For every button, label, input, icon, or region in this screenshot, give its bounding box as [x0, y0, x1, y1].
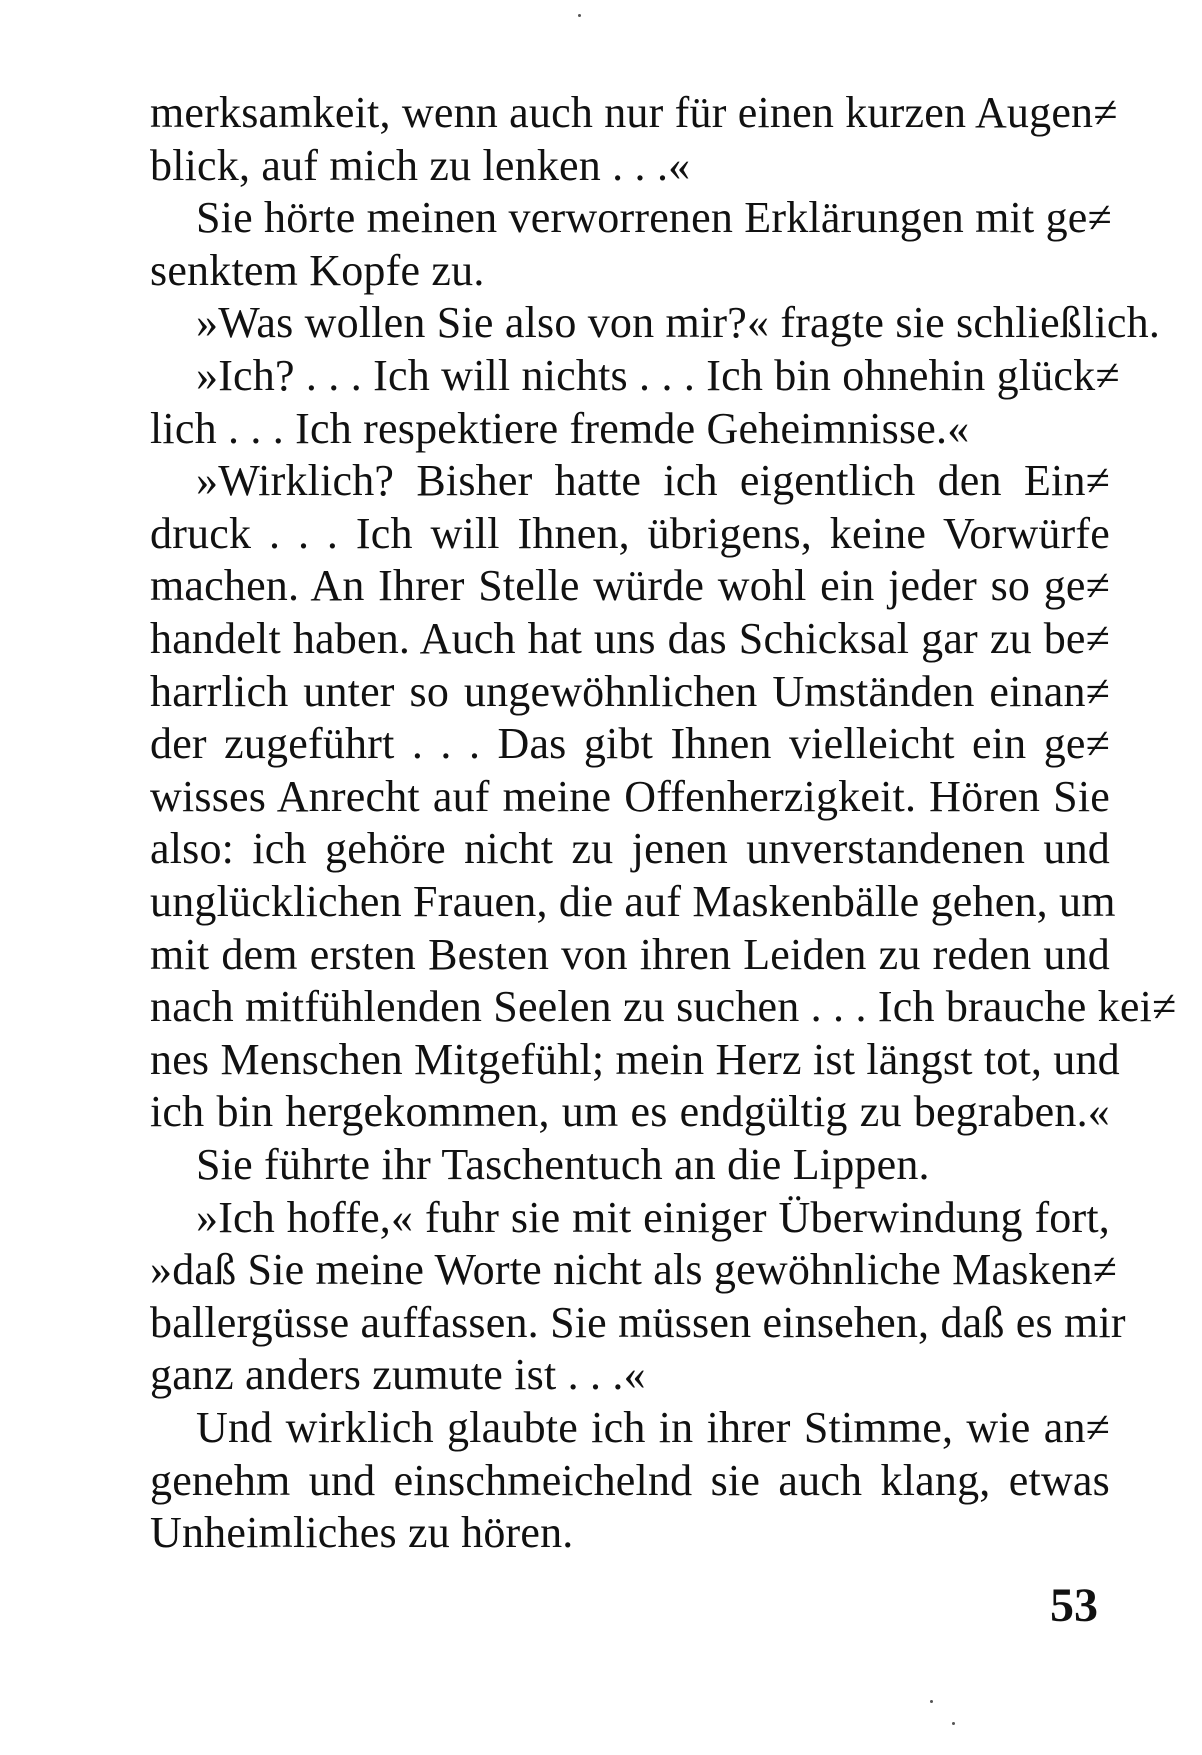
text-line: harrlich unter so ungewöhnlichen Umständen einan≠: [150, 667, 1110, 716]
paper-speck: [578, 14, 581, 17]
text-line: ganz anders zumute ist . . .«: [150, 1350, 646, 1399]
text-line: druck . . . Ich will Ihnen, übrigens, keine Vorwürfe: [150, 509, 1110, 558]
text-line: also: ich gehöre nicht zu jenen unverstandenen und: [150, 824, 1110, 873]
text-line: »Ich? . . . Ich will nichts . . . Ich bin ohnehin glück≠: [196, 351, 1120, 400]
paper-speck: [952, 1722, 955, 1725]
text-line: nes Menschen Mitgefühl; mein Herz ist längst tot, und: [150, 1035, 1120, 1084]
text-line: »Ich hoffe,« fuhr sie mit einiger Überwindung fort,: [196, 1193, 1110, 1242]
text-line: lich . . . Ich respektiere fremde Geheimnisse.«: [150, 404, 970, 453]
text-line: Sie hörte meinen verworrenen Erklärungen mit ge≠: [196, 193, 1112, 242]
page-number: 53: [1050, 1579, 1098, 1632]
paper-speck: [930, 1700, 933, 1703]
text-line: nach mitfühlenden Seelen zu suchen . . . Ich brauche kei≠: [150, 982, 1177, 1031]
text-line: machen. An Ihrer Stelle würde wohl ein jeder so ge≠: [150, 561, 1110, 610]
text-line: Und wirklich glaubte ich in ihrer Stimme, wie an≠: [196, 1403, 1110, 1452]
text-line: merksamkeit, wenn auch nur für einen kurzen Augen≠: [150, 88, 1118, 137]
text-line: blick, auf mich zu lenken . . .«: [150, 141, 691, 190]
text-line: ich bin hergekommen, um es endgültig zu begraben.«: [150, 1087, 1110, 1136]
text-line: Sie führte ihr Taschentuch an die Lippen.: [196, 1140, 930, 1189]
text-line: der zugeführt . . . Das gibt Ihnen vielleicht ein ge≠: [150, 719, 1110, 768]
text-line: Unheimliches zu hören.: [150, 1508, 574, 1557]
text-line: wisses Anrecht auf meine Offenherzigkeit. Hören Sie: [150, 772, 1110, 821]
text-line: »daß Sie meine Worte nicht als gewöhnliche Masken≠: [150, 1245, 1117, 1294]
text-line: unglücklichen Frauen, die auf Maskenbälle gehen, um: [150, 877, 1116, 926]
text-line: »Wirklich? Bisher hatte ich eigentlich den Ein≠: [196, 456, 1110, 505]
text-line: ballergüsse auffassen. Sie müssen einsehen, daß es mir: [150, 1298, 1126, 1347]
text-line: mit dem ersten Besten von ihren Leiden zu reden und: [150, 930, 1110, 979]
text-line: senktem Kopfe zu.: [150, 246, 485, 295]
text-line: »Was wollen Sie also von mir?« fragte sie schließlich.: [196, 298, 1161, 347]
text-line: handelt haben. Auch hat uns das Schicksal gar zu be≠: [150, 614, 1110, 663]
text-line: genehm und einschmeichelnd sie auch klang, etwas: [150, 1456, 1110, 1505]
